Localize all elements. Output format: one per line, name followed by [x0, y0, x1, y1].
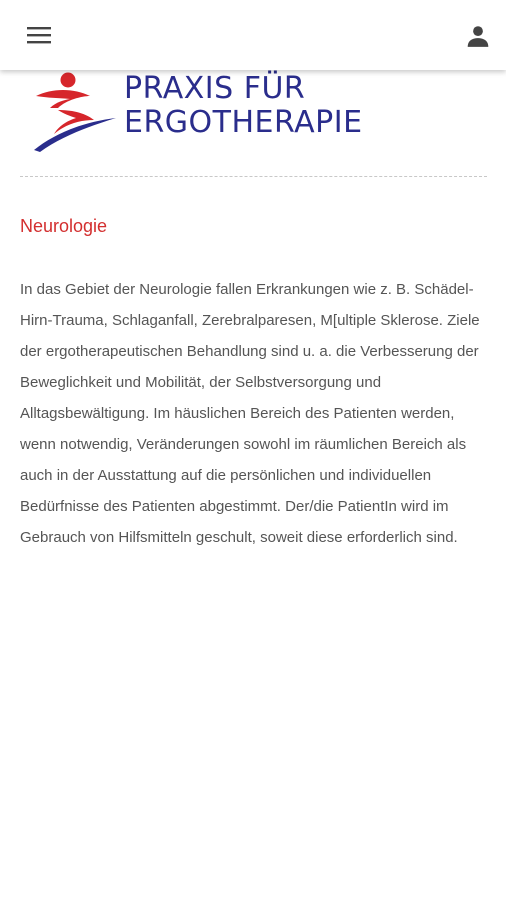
account-button[interactable]: [462, 20, 494, 52]
logo-line-2: ERGOTHERAPIE: [124, 105, 363, 140]
divider: [20, 176, 487, 177]
logo-wordmark: [124, 72, 363, 140]
logo-line-1: PRAXIS FÜR: [124, 71, 306, 106]
ergotherapy-figure-logo-icon: [30, 70, 120, 154]
menu-button[interactable]: [24, 22, 54, 48]
app-header: [0, 0, 506, 70]
main-content: [0, 70, 506, 546]
section-body-text: In das Gebiet der Neurologie fallen Erkrankungen wie z. B. Schädel-Hirn-Trauma, Schlaganfall, Zerebralparesen, M[ultiple Sklerose. Ziele der ergotherapeutischen Behandlung sind u. a. die Verbesserung der Beweglichkeit und Mobilität, der Selbstversorgung und Alltagsbewältigung. Im häuslichen Bereich des Patienten werden, wenn notwendig, Veränderungen sowohl im räumlichen Bereich als auch in der Ausstattung auf die persönlichen und individuellen Bedürfnisse des Patienten abgestimmt. Der/die PatientIn wird im Gebrauch von Hilfsmitteln geschult, soweit diese erforderlich sind.: [20, 281, 480, 546]
person-icon: [465, 23, 491, 49]
practice-logo: [0, 70, 506, 162]
section-title: Neurologie: [20, 216, 108, 236]
hamburger-menu-icon: [27, 26, 51, 44]
